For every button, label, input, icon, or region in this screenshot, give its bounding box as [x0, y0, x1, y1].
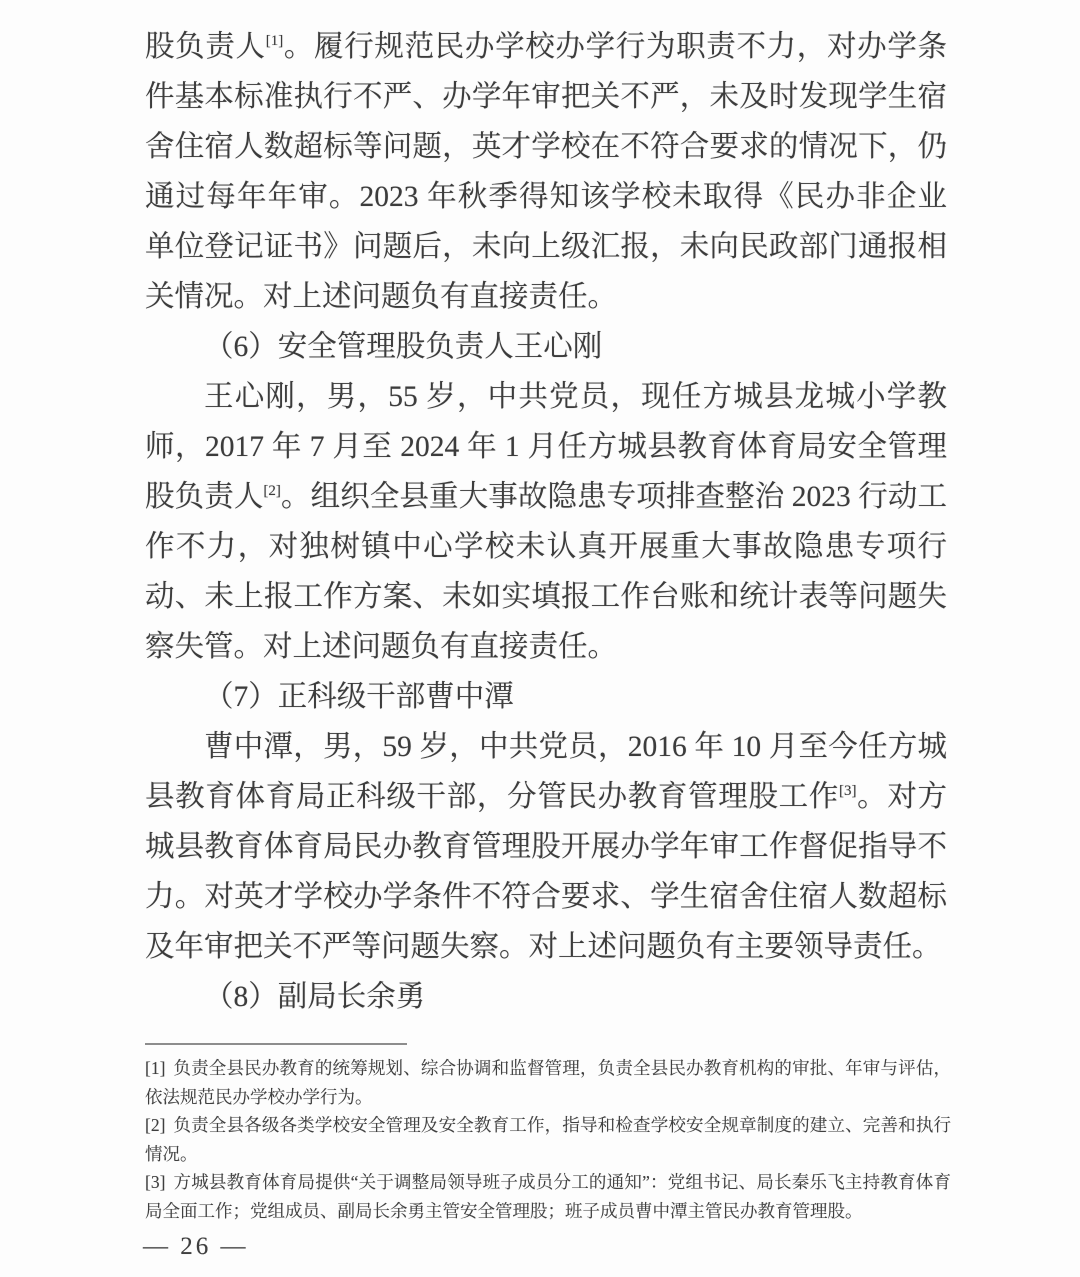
paragraph-text: 。组织全县重大事故隐患专项排查整治 2023 行动工作不力，对独树镇中心学校未认真开展重大事故隐患专项行动、未上报工作方案、未如实填报工作台账和统计表等问题失察失管。对上述问题负有直接责任。	[145, 481, 947, 663]
section-heading-6: （6）安全管理股负责人王心刚	[204, 331, 603, 363]
footnote-text: 方城县教育体育局提供“关于调整局领导班子成员分工的通知”：党组书记、局长秦乐飞主持教育体育局全面工作；党组成员、副局长余勇主管安全管理股；班子成员曹中潭主管民办教育管理股。	[145, 1172, 951, 1221]
footnote-marker-2: [2]	[145, 1115, 166, 1135]
footnote-marker-1: [1]	[145, 1058, 166, 1078]
paragraph-text: 。履行规范民办学校办学行为职责不力，对办学条件基本标准执行不严、办学年审把关不严，未及时发现学生宿舍住宿人数超标等问题，英才学校在不符合要求的情况下，仍通过每年年审。2023 年秋季得知该学校未取得《民办非企业单位登记证书》问题后，未向上级汇报，未向民政部门通报相关情况。对上述问题负有直接责任。	[145, 31, 947, 313]
paragraph-section-6	[145, 372, 947, 672]
footnotes-section	[145, 1043, 951, 1225]
page-number: — 26 —	[143, 1233, 249, 1260]
footnote-text: 负责全县各级各类学校安全管理及安全教育工作，指导和检查学校安全规章制度的建立、完善和执行情况。	[145, 1115, 951, 1164]
footnote-marker-3: [3]	[145, 1172, 166, 1192]
paragraph-continuation	[145, 22, 947, 322]
footnote-ref-2: [2]	[263, 483, 281, 500]
paragraph-text: 曹中潭，男，59 岁，中共党员，2016 年 10 月至今任方城县教育体育局正科级干部，分管民办教育管理股工作	[145, 731, 947, 813]
footnote-divider	[145, 1043, 407, 1045]
section-heading-7: （7）正科级干部曹中潭	[204, 681, 514, 713]
paragraph-section-7	[145, 722, 947, 972]
footnote-text: 负责全县民办教育的统筹规划、综合协调和监督管理，负责全县民办教育机构的审批、年审与评估，依法规范民办学校办学行为。	[145, 1058, 951, 1107]
footnote-1	[145, 1054, 951, 1111]
section-heading-8: （8）副局长余勇	[204, 981, 426, 1013]
footnote-3	[145, 1168, 951, 1225]
footnote-ref-3: [3]	[838, 783, 857, 800]
document-body	[145, 22, 947, 1022]
footnote-2	[145, 1111, 951, 1168]
paragraph-text: 。对方城县教育体育局民办教育管理股开展办学年审工作督促指导不力。对英才学校办学条件不符合要求、学生宿舍住宿人数超标及年审把关不严等问题失察。对上述问题负有主要领导责任。	[145, 781, 947, 963]
footnote-ref-1: [1]	[265, 33, 284, 50]
paragraph-text: 王心刚，男，55 岁，中共党员，现任方城县龙城小学教师，2017 年 7 月至 2024 年 1 月任方城县教育体育局安全管理股负责人	[145, 381, 947, 513]
paragraph-text: 股负责人	[145, 31, 266, 63]
